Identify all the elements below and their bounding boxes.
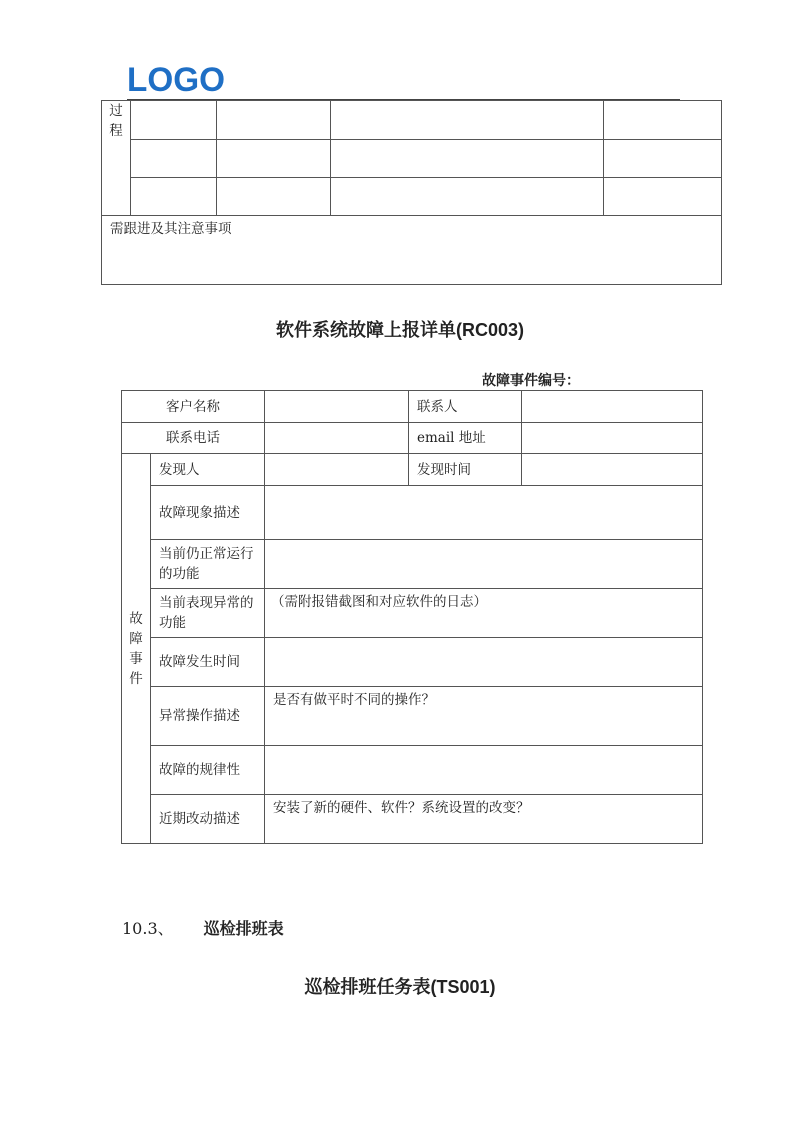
process-cell[interactable] (331, 140, 604, 178)
working-functions-field[interactable] (265, 540, 703, 589)
recent-changes-field[interactable] (265, 795, 703, 844)
process-cell[interactable] (604, 101, 722, 140)
schedule-title: 巡检排班任务表(TS001) (304, 977, 496, 997)
process-cell[interactable] (331, 101, 604, 140)
contact-phone-field[interactable] (265, 423, 409, 454)
occur-time-field[interactable] (265, 638, 703, 687)
contact-phone-label: 联系电话 (122, 423, 265, 454)
notes-cell[interactable] (102, 216, 722, 285)
occur-time-label: 故障发生时间 (151, 638, 265, 687)
process-cell[interactable] (217, 178, 331, 216)
abnormal-ops-label: 异常操作描述 (151, 687, 265, 746)
customer-name-label: 客户名称 (122, 391, 265, 423)
contact-person-label: 联系人 (409, 391, 522, 423)
abnormal-ops-hint: 是否有做平时不同的操作？ (273, 692, 435, 708)
symptom-field[interactable] (265, 486, 703, 540)
event-label: 故 障 事 件 (122, 454, 151, 844)
working-functions-label: 当前仍正常运行的功能 (151, 540, 265, 589)
fault-form-table (121, 390, 703, 844)
process-label: 过 程 (102, 101, 131, 216)
contact-person-field[interactable] (522, 391, 703, 423)
section-number: 10.3、 (122, 919, 174, 938)
abnormal-functions-label: 当前表现异常的功能 (151, 589, 265, 638)
process-table (101, 100, 722, 285)
email-label: email 地址 (409, 423, 522, 454)
process-cell[interactable] (217, 101, 331, 140)
found-time-label: 发现时间 (409, 454, 522, 486)
process-cell[interactable] (131, 140, 217, 178)
notes-label: 需跟进及其注意事项 (110, 221, 232, 237)
serial-label: 故障事件编号： (482, 372, 580, 388)
section-heading (122, 916, 284, 939)
abnormal-functions-field[interactable] (265, 589, 703, 638)
finder-label: 发现人 (151, 454, 265, 486)
logo-text: LOGO (127, 62, 225, 96)
section-title: 巡检排班表 (203, 921, 284, 938)
customer-name-field[interactable] (265, 391, 409, 423)
abnormal-functions-hint: （需附报错截图和对应软件的日志） (271, 594, 487, 610)
process-cell[interactable] (604, 140, 722, 178)
process-cell[interactable] (331, 178, 604, 216)
recent-changes-label: 近期改动描述 (151, 795, 265, 844)
process-cell[interactable] (217, 140, 331, 178)
process-cell[interactable] (604, 178, 722, 216)
found-time-field[interactable] (522, 454, 703, 486)
symptom-label: 故障现象描述 (151, 486, 265, 540)
process-cell[interactable] (131, 178, 217, 216)
email-field[interactable] (522, 423, 703, 454)
process-cell[interactable] (131, 101, 217, 140)
abnormal-ops-field[interactable] (265, 687, 703, 746)
pattern-label: 故障的规律性 (151, 746, 265, 795)
pattern-field[interactable] (265, 746, 703, 795)
fault-form-title: 软件系统故障上报详单(RC003) (275, 320, 525, 340)
recent-changes-hint: 安装了新的硬件、软件？系统设置的改变？ (273, 800, 530, 816)
finder-field[interactable] (265, 454, 409, 486)
logo (127, 62, 225, 96)
